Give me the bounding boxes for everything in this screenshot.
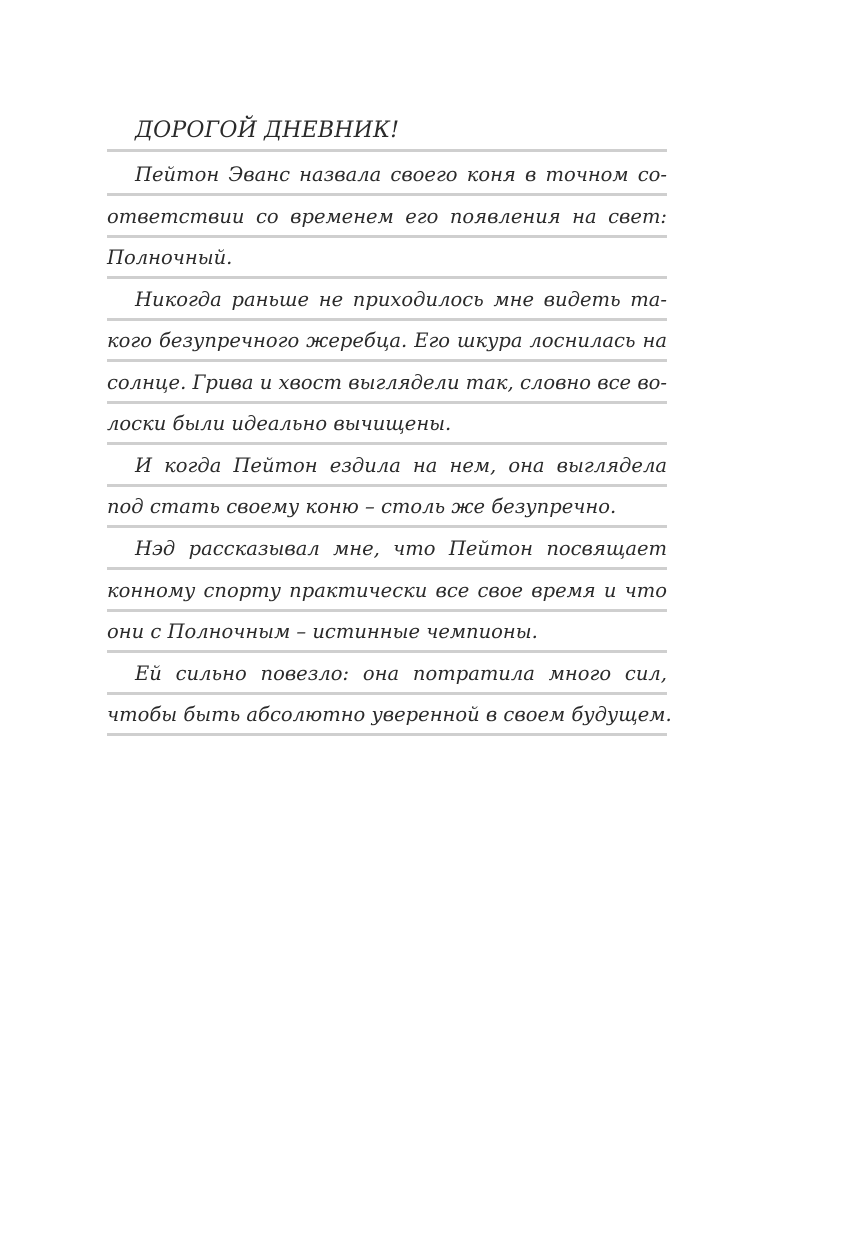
paragraph-line — [107, 320, 667, 362]
paragraph-line — [107, 653, 667, 695]
line-text: они с Полночным – истинные чемпионы. — [107, 620, 538, 643]
diary-heading: ДОРОГОЙ ДНЕВНИК! — [135, 118, 400, 143]
paragraph-line — [107, 445, 667, 487]
paragraph-line — [107, 486, 667, 528]
paragraph-line — [107, 611, 667, 653]
line-text: чтобы быть абсолютно уверенной в своем будущем. — [107, 703, 672, 726]
paragraph-line — [107, 403, 667, 445]
line-text: Пейтон Эванс назвала своего коня в точном со- — [135, 163, 667, 186]
paragraph-line — [107, 154, 667, 196]
line-text: И когда Пейтон ездила на нем, она выглядела — [135, 454, 667, 477]
paragraph-line — [107, 279, 667, 321]
line-text: кого безупречного жеребца. Его шкура лоснилась на — [107, 329, 667, 352]
paragraph-line — [107, 570, 667, 612]
paragraph-line — [107, 196, 667, 238]
line-text: Ей сильно повезло: она потратила много сил, — [135, 662, 667, 685]
line-text: Полночный. — [107, 246, 233, 269]
line-text: ответствии со временем его появления на свет: — [107, 205, 667, 228]
paragraph-line — [107, 237, 667, 279]
line-text: лоски были идеально вычищены. — [107, 412, 452, 435]
line-text: Никогда раньше не приходилось мне видеть та- — [135, 288, 667, 311]
line-text: конному спорту практически все свое время и что — [107, 579, 667, 602]
paragraph-line — [107, 694, 672, 736]
line-text: солнце. Грива и хвост выглядели так, словно все во- — [107, 371, 667, 394]
line-text: Нэд рассказывал мне, что Пейтон посвящает — [135, 537, 667, 560]
paragraph-line — [107, 362, 667, 404]
paragraph-line — [107, 528, 667, 570]
line-text: под стать своему коню – столь же безупречно. — [107, 495, 617, 518]
diary-heading-line — [107, 110, 667, 152]
